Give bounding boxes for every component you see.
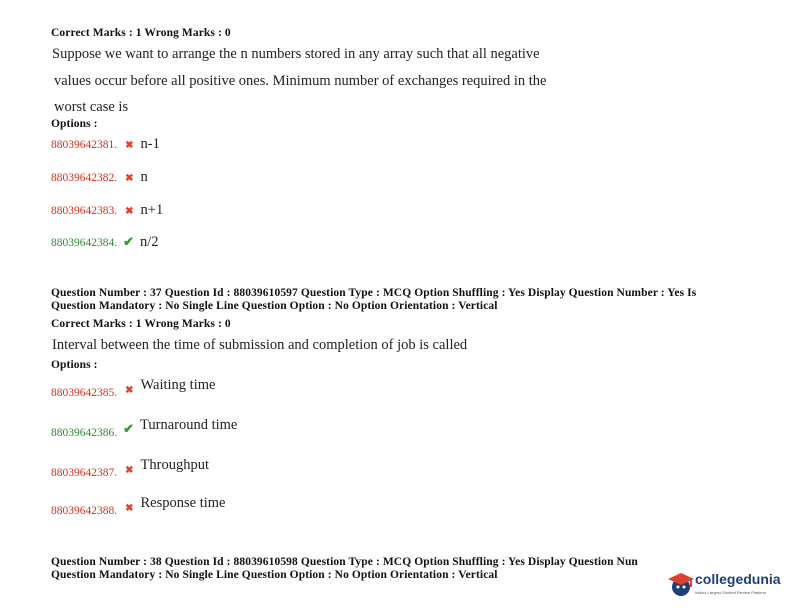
q37-header-line-1: Question Number : 37 Question Id : 88039610597 Question Type : MCQ Option Shuffling : Yes Display Question Number : Yes Is [51,287,697,299]
option-text: n-1 [140,136,160,152]
option-text: Turnaround time [140,417,238,433]
q38-header-line-1: Question Number : 38 Question Id : 88039610598 Question Type : MCQ Option Shuffling : Yes Display Question Nun [51,556,638,568]
option-id: 88039642384. [51,237,118,249]
logo-tagline: India's Largest Student Review Platform [695,590,767,595]
graduation-cap-icon [666,569,696,599]
collegedunia-logo [664,567,792,607]
check-icon: ✔ [123,234,135,249]
option-id: 88039642386. [51,427,118,439]
cross-icon: ✖ [125,173,134,184]
q38-header-line-2: Question Mandatory : No Single Line Question Option : No Option Orientation : Vertical [51,569,498,581]
q37-text: Interval between the time of submission and completion of job is called [52,337,468,353]
q36-text-line-3: worst case is [54,99,129,115]
q36-text-line-1: Suppose we want to arrange the n numbers stored in any array such that all negative [52,46,540,62]
q36-text-line-2: values occur before all positive ones. Minimum number of exchanges required in the [54,73,547,89]
cross-icon: ✖ [125,385,134,396]
cross-icon: ✖ [125,465,134,476]
q37-options-label: Options : [51,359,98,371]
cross-icon: ✖ [125,206,134,217]
option-id: 88039642383. [51,205,118,217]
option-row [51,416,238,439]
option-row [51,135,160,153]
option-row [51,376,216,399]
check-icon: ✔ [123,421,135,436]
option-text: Response time [140,495,226,511]
q37-marks: Correct Marks : 1 Wrong Marks : 0 [51,318,231,330]
option-text: n/2 [140,234,159,250]
option-id: 88039642381. [51,139,118,151]
logo-name: collegedunia [695,571,781,587]
option-text: Throughput [140,457,209,473]
option-row [51,456,209,479]
option-text: n+1 [140,202,164,218]
q36-marks: Correct Marks : 1 Wrong Marks : 0 [51,27,231,39]
option-text: Waiting time [140,377,216,393]
q37-header-line-2: Question Mandatory : No Single Line Question Option : No Option Orientation : Vertical [51,300,498,312]
option-row [51,201,163,219]
option-id: 88039642387. [51,467,118,479]
option-row [51,494,226,517]
option-row [51,168,148,186]
option-text: n [140,169,148,185]
cross-icon: ✖ [125,140,134,151]
option-id: 88039642385. [51,387,118,399]
option-row [51,233,159,251]
option-id: 88039642382. [51,172,118,184]
q36-options-label: Options : [51,118,98,130]
cross-icon: ✖ [125,503,134,514]
option-id: 88039642388. [51,505,118,517]
